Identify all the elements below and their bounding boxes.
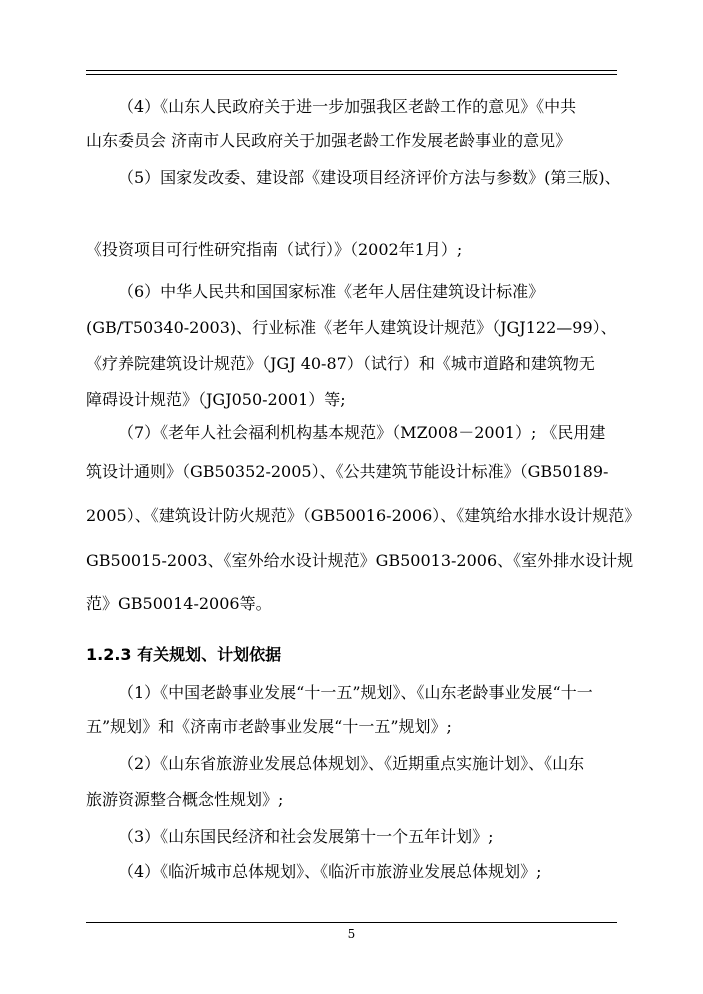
section-heading: 1.2.3 有关规划、计划依据 <box>86 645 282 664</box>
text-line-10: 筑设计通则》（GB50352-2005）、《公共建筑节能设计标准》（GB50189- <box>86 462 609 481</box>
section-line-1: （1）《中国老龄事业发展“十一五”规划》、《山东老龄事业发展“十一 <box>118 683 593 702</box>
page-number: 5 <box>347 927 356 941</box>
text-line-5: （6）中华人民共和国国家标准《老年人居住建筑设计标准》 <box>118 282 545 301</box>
text-line-12: GB50015-2003、《室外给水设计规范》GB50013-2006、《室外排水设计规 <box>86 551 634 570</box>
text-line-6: (GB/T50340-2003)、行业标准《老年人建筑设计规范》（JGJ122—99）、 <box>86 318 617 337</box>
section-line-3: （2）《山东省旅游业发展总体规划》、《近期重点实施计划》、《山东 <box>118 754 585 773</box>
footer-rule <box>86 922 617 923</box>
text-line-1: （4）《山东人民政府关于进一步加强我区老龄工作的意见》《中共 <box>118 97 577 116</box>
header-rule-thick <box>86 70 617 71</box>
text-line-8: 障碍设计规范》（JGJ050-2001）等; <box>86 390 346 409</box>
section-line-5: （3）《山东国民经济和社会发展第十一个五年计划》; <box>118 827 494 846</box>
header-rule-thin <box>86 74 617 75</box>
text-line-4: 《投资项目可行性研究指南（试行）》（2002年1月）; <box>86 240 463 259</box>
section-line-2: 五”规划》和《济南市老龄事业发展“十一五”规划》; <box>86 717 452 736</box>
section-line-4: 旅游资源整合概念性规划》; <box>86 790 284 809</box>
text-line-13: 范》GB50014-2006等。 <box>86 594 272 613</box>
section-line-6: （4）《临沂城市总体规划》、《临沂市旅游业发展总体规划》; <box>118 862 542 881</box>
text-line-3: （5）国家发改委、建设部《建设项目经济评价方法与参数》(第三版)、 <box>118 168 621 187</box>
text-line-11: 2005）、《建筑设计防火规范》（GB50016-2006）、《建筑给水排水设计规范》 <box>86 506 641 525</box>
text-line-7: 《疗养院建筑设计规范》（JGJ 40-87）（试行）和《城市道路和建筑物无 <box>86 354 595 373</box>
text-line-2: 山东委员会 济南市人民政府关于加强老龄工作发展老龄事业的意见》 <box>86 131 572 150</box>
text-line-9: （7）《老年人社会福利机构基本规范》（MZ008－2001）; 《民用建 <box>118 423 606 442</box>
